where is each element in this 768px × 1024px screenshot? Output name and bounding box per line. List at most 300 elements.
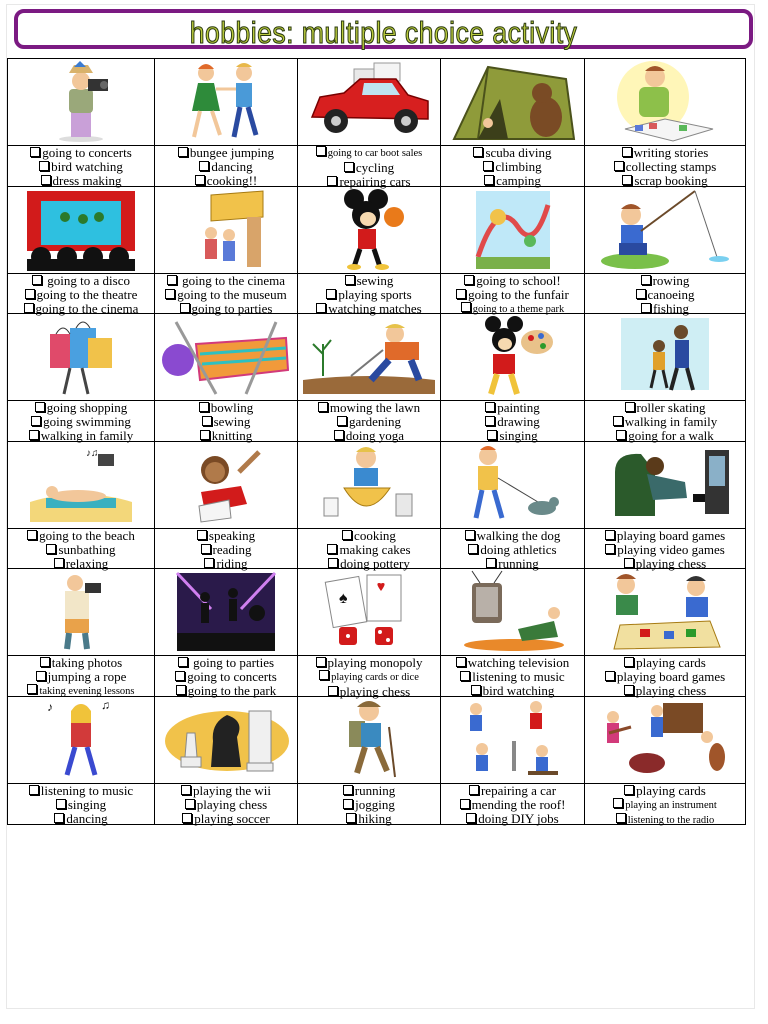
choice-label: going for a walk: [628, 428, 714, 443]
choice-label: walking in family: [40, 428, 134, 443]
choice-label: speaking: [208, 527, 256, 543]
choice-label: going to the funfair: [468, 286, 569, 302]
checkbox-icon[interactable]: [614, 161, 624, 171]
choice-option[interactable]: [155, 415, 297, 429]
checkbox-icon[interactable]: [29, 430, 39, 440]
svg-text:♫: ♫: [101, 697, 110, 712]
choice-option[interactable]: [8, 415, 154, 429]
choice-label: playing an instrument: [625, 799, 717, 811]
checkbox-icon[interactable]: [54, 813, 64, 823]
choice-label: singing: [499, 428, 538, 443]
choice-label: running: [354, 782, 396, 798]
choice-label: riding: [216, 555, 248, 571]
choice-list: [585, 529, 745, 569]
choice-label: reading: [212, 541, 252, 557]
choice-list: [585, 656, 745, 696]
hobby-cell: [298, 569, 441, 697]
choice-label: bowling: [210, 400, 254, 415]
checkbox-icon[interactable]: [328, 686, 338, 696]
checkbox-icon[interactable]: [176, 685, 186, 695]
checkbox-icon[interactable]: [605, 671, 615, 681]
choice-label: running: [498, 555, 539, 571]
checkbox-icon[interactable]: [342, 530, 352, 540]
choice-option[interactable]: [8, 401, 154, 415]
choice-list: [155, 401, 297, 441]
choice-label: dancing: [66, 810, 108, 826]
choice-label: playing cards or dice: [331, 672, 419, 683]
choice-option[interactable]: [298, 161, 440, 175]
checkbox-icon[interactable]: [319, 670, 329, 680]
choice-list: [585, 146, 745, 186]
checkbox-icon[interactable]: [46, 544, 56, 554]
checkbox-icon[interactable]: [180, 303, 190, 313]
choice-option[interactable]: [155, 812, 297, 826]
choice-label: listening to the radio: [627, 814, 715, 826]
choice-option[interactable]: [155, 543, 297, 557]
hobby-cell: [441, 314, 585, 442]
hobby-cell: [8, 187, 155, 315]
choice-option[interactable]: [298, 288, 440, 302]
checkbox-icon[interactable]: [622, 147, 632, 157]
choice-label: going to parties: [191, 300, 273, 316]
hobby-cell: [155, 187, 298, 315]
choice-option[interactable]: [298, 415, 440, 429]
choice-list: [155, 146, 297, 186]
checkbox-icon[interactable]: [182, 813, 192, 823]
checkbox-icon[interactable]: [197, 530, 207, 540]
checkbox-icon[interactable]: [56, 799, 66, 809]
checkbox-icon[interactable]: [344, 162, 354, 172]
choice-label: going to a theme park: [472, 303, 565, 315]
choice-label: walking the dog: [476, 527, 561, 543]
choice-label: going to concerts: [42, 145, 132, 160]
chess-pieces-image: [155, 697, 297, 784]
choice-label: bird watching: [51, 159, 123, 174]
dancing-kids-image: [155, 59, 297, 146]
choice-option[interactable]: [585, 160, 745, 174]
checkbox-icon[interactable]: [25, 289, 35, 299]
hobby-cell: [155, 59, 298, 187]
choice-label: playing video games: [617, 541, 725, 557]
checkbox-icon[interactable]: [39, 161, 49, 171]
hobby-cell: [441, 59, 585, 187]
page-title: hobbies: multiple choice activity: [189, 15, 578, 50]
checkbox-icon[interactable]: [167, 275, 177, 285]
checkbox-icon[interactable]: [30, 147, 40, 157]
choice-option[interactable]: [441, 146, 584, 160]
checkbox-icon[interactable]: [466, 813, 476, 823]
choice-option[interactable]: [155, 274, 297, 288]
choice-option[interactable]: [155, 670, 297, 684]
choice-label: knitting: [211, 428, 253, 443]
choice-option[interactable]: [585, 288, 745, 302]
choice-label: cooking: [354, 527, 396, 543]
choice-option[interactable]: [298, 543, 440, 557]
checkbox-icon[interactable]: [641, 275, 651, 285]
cooking-bowl-image: [298, 442, 440, 529]
checkbox-icon[interactable]: [318, 402, 328, 412]
choice-list: [298, 655, 440, 699]
checkbox-icon[interactable]: [199, 402, 209, 412]
choice-label: going to the beach: [39, 527, 135, 543]
checkbox-icon[interactable]: [334, 430, 344, 440]
checkbox-icon[interactable]: [327, 176, 337, 186]
checkbox-icon[interactable]: [345, 275, 355, 285]
hobby-cell: [155, 442, 298, 570]
choice-label: canoeing: [647, 286, 695, 302]
choice-option[interactable]: [441, 812, 584, 826]
musicians-image: [585, 697, 745, 784]
checkbox-icon[interactable]: [460, 671, 470, 681]
choice-option[interactable]: [585, 146, 745, 160]
choice-label: playing soccer: [194, 810, 270, 826]
choice-list: [585, 401, 745, 441]
checkbox-icon[interactable]: [468, 544, 478, 554]
mickey-basketball-image: [298, 187, 440, 274]
choice-option[interactable]: [585, 813, 745, 828]
choice-option[interactable]: [298, 529, 440, 543]
choice-list: [298, 401, 440, 441]
checkbox-icon[interactable]: [485, 402, 495, 412]
choice-label: taking photos: [51, 655, 123, 670]
tent-bear-image: [441, 59, 584, 146]
choice-option[interactable]: [298, 401, 440, 415]
choice-option[interactable]: [8, 274, 154, 288]
choice-label: gardening: [349, 414, 401, 429]
hobby-cell: [585, 697, 745, 825]
hobby-cell: [585, 569, 745, 697]
choice-option[interactable]: [298, 670, 440, 685]
checkbox-icon[interactable]: [473, 147, 483, 157]
choice-list: [8, 784, 154, 825]
checkbox-icon[interactable]: [201, 544, 211, 554]
choice-option[interactable]: [155, 656, 297, 670]
checkbox-icon[interactable]: [175, 671, 185, 681]
choice-label: hiking: [358, 810, 392, 826]
choice-list: [298, 529, 440, 569]
choice-list: [585, 784, 745, 825]
checkbox-icon[interactable]: [40, 657, 50, 667]
choice-label: going to concerts: [187, 669, 277, 684]
checkbox-icon[interactable]: [605, 530, 615, 540]
choice-label: playing sports: [338, 286, 412, 302]
checkbox-icon[interactable]: [622, 175, 632, 185]
choice-option[interactable]: [8, 146, 154, 160]
hobby-cell: [8, 697, 155, 825]
choice-label: dancing: [211, 159, 253, 174]
checkbox-icon[interactable]: [27, 684, 37, 694]
choice-label: jumping a rope: [47, 669, 127, 684]
beach-sunbathing-image: [8, 442, 154, 529]
hobby-cell: [8, 59, 155, 187]
checkbox-icon[interactable]: [185, 799, 195, 809]
choice-label: going to the cinema: [178, 272, 286, 288]
choice-label: going to school!: [476, 272, 561, 288]
fishing-boy-image: [585, 187, 745, 274]
choice-label: going shopping: [46, 400, 128, 415]
choice-option[interactable]: [155, 146, 297, 160]
choice-option[interactable]: [155, 784, 297, 798]
girl-music-image: [8, 697, 154, 784]
choice-label: repairing cars: [339, 174, 411, 189]
choice-option[interactable]: [441, 784, 584, 798]
checkbox-icon[interactable]: [613, 798, 623, 808]
checkbox-icon[interactable]: [195, 175, 205, 185]
choice-option[interactable]: [155, 401, 297, 415]
choice-label: playing the wii: [193, 782, 271, 798]
choice-option[interactable]: [155, 160, 297, 174]
choice-option[interactable]: [585, 798, 745, 813]
checkbox-icon[interactable]: [456, 289, 466, 299]
checkbox-icon[interactable]: [337, 416, 347, 426]
checkbox-icon[interactable]: [484, 175, 494, 185]
choice-label: doing yoga: [345, 428, 405, 443]
choice-option[interactable]: [441, 529, 584, 543]
checkbox-icon[interactable]: [456, 657, 466, 667]
checkbox-icon[interactable]: [35, 402, 45, 412]
checkbox-icon[interactable]: [165, 289, 175, 299]
choice-option[interactable]: [441, 656, 584, 670]
choice-option[interactable]: [585, 415, 745, 429]
choice-label: going to a disco: [44, 272, 130, 288]
choice-label: painting: [497, 400, 540, 415]
checkbox-icon[interactable]: [346, 813, 356, 823]
choice-label: listening to music: [40, 782, 134, 798]
choice-option[interactable]: [8, 656, 154, 670]
hobby-cell: [298, 442, 441, 570]
choice-label: playing board games: [616, 527, 726, 543]
checkbox-icon[interactable]: [616, 813, 626, 823]
choice-list: [8, 274, 154, 314]
choice-label: walking in family: [624, 414, 718, 429]
checkbox-icon[interactable]: [616, 430, 626, 440]
hobby-cell: [298, 187, 441, 315]
cards-dice-image: [298, 569, 440, 656]
choice-label: sewing: [213, 414, 251, 429]
hobby-cell: [8, 442, 155, 570]
hobby-cell: [8, 314, 155, 442]
checkbox-icon[interactable]: [41, 175, 51, 185]
checkbox-icon[interactable]: [465, 530, 475, 540]
checkbox-icon[interactable]: [483, 161, 493, 171]
choice-option[interactable]: [298, 274, 440, 288]
checkbox-icon[interactable]: [31, 416, 41, 426]
choice-list: [155, 656, 297, 696]
choice-label: going to the museum: [177, 286, 287, 302]
choice-list: [155, 274, 297, 314]
choice-list: [298, 274, 440, 314]
choice-list: [441, 529, 584, 569]
checkbox-icon[interactable]: [316, 146, 326, 156]
checkbox-icon[interactable]: [178, 147, 188, 157]
checkbox-icon[interactable]: [54, 558, 64, 568]
choice-option[interactable]: [155, 288, 297, 302]
checkbox-icon[interactable]: [316, 303, 326, 313]
checkbox-icon[interactable]: [605, 544, 615, 554]
choice-list: [585, 274, 745, 314]
choice-label: writing stories: [633, 145, 709, 160]
checkbox-icon[interactable]: [32, 275, 42, 285]
choice-option[interactable]: [8, 160, 154, 174]
hobby-cell: [298, 697, 441, 825]
choice-label: playing monopoly: [327, 655, 423, 670]
checkbox-icon[interactable]: [636, 289, 646, 299]
checkbox-icon[interactable]: [343, 785, 353, 795]
checkbox-icon[interactable]: [29, 785, 39, 795]
choice-list: [298, 146, 440, 189]
hobby-cell: [585, 314, 745, 442]
choice-label: going swimming: [43, 414, 131, 429]
choice-option[interactable]: [441, 543, 584, 557]
choice-label: collecting stamps: [625, 159, 717, 174]
checkbox-icon[interactable]: [624, 558, 634, 568]
choice-label: playing chess: [339, 684, 411, 699]
choice-option[interactable]: [8, 798, 154, 812]
choice-list: [298, 784, 440, 825]
choice-label: scuba diving: [485, 145, 552, 160]
choice-label: playing cards: [636, 782, 706, 798]
choice-option[interactable]: [441, 670, 584, 684]
choice-option[interactable]: [585, 543, 745, 557]
choice-list: [441, 274, 584, 314]
hobby-cell: [585, 442, 745, 570]
checkbox-icon[interactable]: [487, 430, 497, 440]
checkbox-icon[interactable]: [464, 275, 474, 285]
checkbox-icon[interactable]: [27, 530, 37, 540]
choice-label: bungee jumping: [189, 145, 275, 160]
choice-list: [441, 401, 584, 441]
choice-label: sunbathing: [58, 541, 116, 557]
choice-label: making cakes: [339, 541, 411, 557]
checkbox-icon[interactable]: [624, 657, 634, 667]
checkbox-icon[interactable]: [200, 430, 210, 440]
hobby-cell: [155, 569, 298, 697]
photographer-image: [8, 59, 154, 146]
choice-list: [155, 784, 297, 825]
checkbox-icon[interactable]: [178, 657, 188, 667]
checkbox-icon[interactable]: [471, 685, 481, 695]
choice-option[interactable]: [298, 146, 440, 161]
choice-label: jogging: [355, 796, 395, 812]
checkbox-icon[interactable]: [327, 544, 337, 554]
dog-walk-image: [441, 442, 584, 529]
choice-option[interactable]: [441, 401, 584, 415]
television-image: [441, 569, 584, 656]
knitting-image: [155, 314, 297, 401]
choice-option[interactable]: [298, 798, 440, 812]
choice-option[interactable]: [298, 656, 440, 670]
hobby-cell: [441, 569, 585, 697]
choice-option[interactable]: [298, 812, 440, 826]
choice-option[interactable]: [8, 288, 154, 302]
choice-option[interactable]: [585, 784, 745, 798]
checkbox-icon[interactable]: [326, 289, 336, 299]
checkbox-icon[interactable]: [461, 302, 471, 312]
checkbox-icon[interactable]: [199, 161, 209, 171]
checkbox-icon[interactable]: [36, 671, 46, 681]
hiker-image: [298, 697, 440, 784]
choice-label: going to the park: [187, 683, 277, 698]
checkbox-icon[interactable]: [181, 785, 191, 795]
choice-option[interactable]: [585, 670, 745, 684]
choice-label: roller skating: [636, 400, 706, 415]
choice-option[interactable]: [8, 784, 154, 798]
choice-option[interactable]: [441, 160, 584, 174]
checkbox-icon[interactable]: [485, 416, 495, 426]
choice-list: [441, 656, 584, 696]
checkbox-icon[interactable]: [624, 685, 634, 695]
checkbox-icon[interactable]: [624, 785, 634, 795]
choice-label: drawing: [497, 414, 540, 429]
choice-option[interactable]: [441, 798, 584, 812]
choice-label: going to car boot sales: [327, 148, 423, 159]
checkbox-icon[interactable]: [625, 402, 635, 412]
checkbox-icon[interactable]: [328, 558, 338, 568]
choice-option[interactable]: [8, 543, 154, 557]
checkbox-icon[interactable]: [469, 785, 479, 795]
checkbox-icon[interactable]: [486, 558, 496, 568]
choice-option[interactable]: [585, 274, 745, 288]
choice-option[interactable]: [585, 656, 745, 670]
checkbox-icon[interactable]: [460, 799, 470, 809]
checkbox-icon[interactable]: [204, 558, 214, 568]
gardening-image: [298, 314, 440, 401]
camera-man-image: [8, 569, 154, 656]
shopping-bags-image: [8, 314, 154, 401]
checkbox-icon[interactable]: [613, 416, 623, 426]
choice-label: singing: [67, 796, 107, 812]
diy-workers-image: [441, 697, 584, 784]
hobby-cell: [8, 569, 155, 697]
choice-label: repairing a car: [480, 782, 557, 798]
checkbox-icon[interactable]: [316, 657, 326, 667]
checkbox-icon[interactable]: [24, 303, 34, 313]
choice-option[interactable]: [298, 784, 440, 798]
choice-option[interactable]: [8, 529, 154, 543]
clown-painter-image: [441, 314, 584, 401]
choice-list: [8, 529, 154, 569]
choice-label: camping: [496, 173, 541, 188]
choice-option[interactable]: [585, 529, 745, 543]
choice-label: doing athletics: [480, 541, 557, 557]
choice-label: watching matches: [328, 300, 422, 316]
choice-label: watching television: [467, 655, 570, 670]
choice-label: sewing: [356, 272, 394, 288]
checkbox-icon[interactable]: [202, 416, 212, 426]
choice-label: scrap booking: [634, 173, 708, 188]
choice-option[interactable]: [8, 812, 154, 826]
hobby-cell: [298, 314, 441, 442]
title-banner: [14, 9, 753, 49]
hobby-cell: [441, 442, 585, 570]
choice-option[interactable]: [8, 670, 154, 684]
choice-option[interactable]: [441, 415, 584, 429]
choice-option[interactable]: [155, 529, 297, 543]
board-game-kids-image: [585, 569, 745, 656]
choice-option[interactable]: [155, 798, 297, 812]
choice-label: playing chess: [635, 683, 707, 698]
cinema-queue-image: [155, 187, 297, 274]
choice-option[interactable]: [441, 274, 584, 288]
choice-label: playing cards: [636, 655, 706, 670]
choice-label: mowing the lawn: [329, 400, 421, 415]
checkbox-icon[interactable]: [343, 799, 353, 809]
choice-option[interactable]: [585, 401, 745, 415]
video-games-image: [585, 442, 745, 529]
choice-option[interactable]: [441, 288, 584, 302]
choice-label: going to parties: [189, 655, 275, 670]
checkbox-icon[interactable]: [641, 303, 651, 313]
